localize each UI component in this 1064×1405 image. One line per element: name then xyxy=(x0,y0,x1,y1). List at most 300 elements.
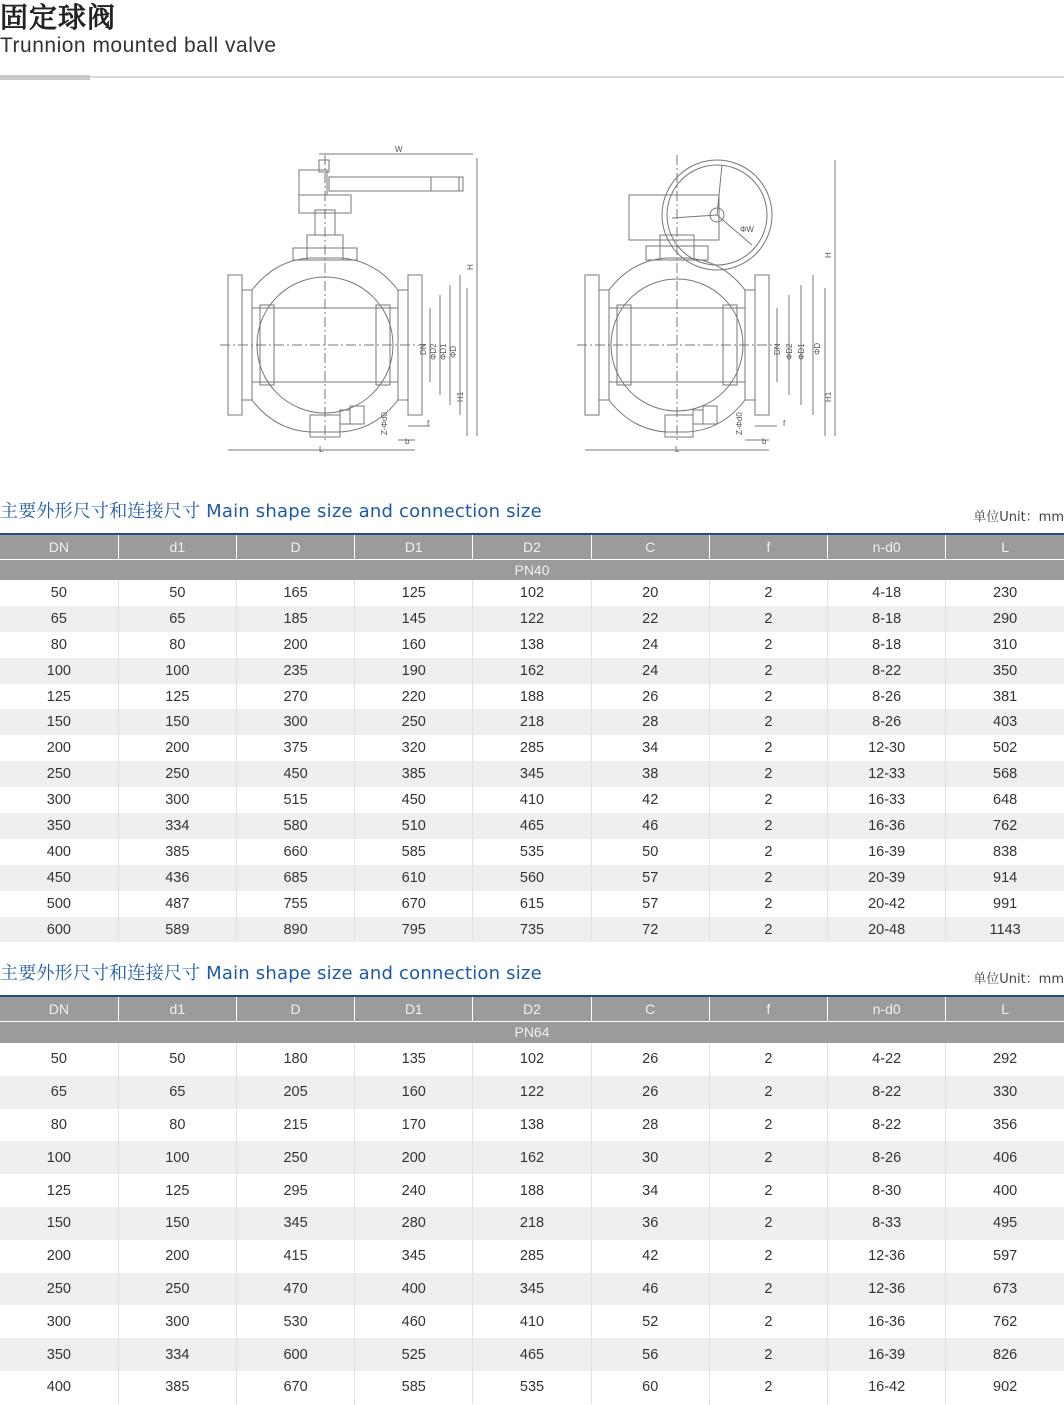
table-cell: 685 xyxy=(236,865,354,891)
dim-l-right: L xyxy=(675,445,680,454)
table-cell: 2 xyxy=(709,813,827,839)
table-cell: 250 xyxy=(355,709,473,735)
column-header: D2 xyxy=(473,997,591,1021)
table-cell: 914 xyxy=(946,865,1064,891)
dim-b-left: b xyxy=(405,437,410,446)
table-cell: 200 xyxy=(0,1240,118,1273)
table-row xyxy=(0,813,1064,839)
table-cell: 300 xyxy=(0,1305,118,1338)
table-cell: 215 xyxy=(236,1109,354,1142)
table-cell: 2 xyxy=(709,1371,827,1404)
table-cell: 2 xyxy=(709,1043,827,1076)
table-cell: 2 xyxy=(709,1076,827,1109)
table-row xyxy=(0,606,1064,632)
table-cell: 22 xyxy=(591,606,709,632)
column-header: D xyxy=(236,997,354,1021)
table-cell: 65 xyxy=(0,1076,118,1109)
table-cell: 610 xyxy=(355,865,473,891)
table-cell: 16-42 xyxy=(828,1371,946,1404)
table-cell: 470 xyxy=(236,1273,354,1306)
table-cell: 795 xyxy=(355,917,473,943)
table-cell: 460 xyxy=(355,1305,473,1338)
column-header: d1 xyxy=(118,535,236,559)
table-cell: 2 xyxy=(709,761,827,787)
table-row xyxy=(0,1371,1064,1404)
table-cell: 250 xyxy=(0,1273,118,1306)
table-cell: 465 xyxy=(473,1338,591,1371)
column-header: D1 xyxy=(355,535,473,559)
table-cell: 1143 xyxy=(946,917,1064,943)
column-header: n-d0 xyxy=(828,535,946,559)
column-header: DN xyxy=(0,535,118,559)
table-row xyxy=(0,658,1064,684)
table-cell: 8-30 xyxy=(828,1174,946,1207)
table-cell: 185 xyxy=(236,606,354,632)
table-cell: 125 xyxy=(0,684,118,710)
table-cell: 50 xyxy=(0,580,118,606)
table-cell: 350 xyxy=(946,658,1064,684)
table-row xyxy=(0,1305,1064,1338)
table-cell: 2 xyxy=(709,606,827,632)
column-header: DN xyxy=(0,997,118,1021)
table-cell: 28 xyxy=(591,709,709,735)
table-cell: 400 xyxy=(0,839,118,865)
table-cell: 60 xyxy=(591,1371,709,1404)
column-header: d1 xyxy=(118,997,236,1021)
table-cell: 170 xyxy=(355,1109,473,1142)
table-cell: 450 xyxy=(0,865,118,891)
table-cell: 200 xyxy=(118,735,236,761)
column-header: D2 xyxy=(473,535,591,559)
table-cell: 46 xyxy=(591,1273,709,1306)
spec-table-pn64 xyxy=(0,997,1064,1404)
table-cell: 150 xyxy=(0,709,118,735)
table-cell: 72 xyxy=(591,917,709,943)
table-cell: 2 xyxy=(709,1305,827,1338)
table-cell: 250 xyxy=(0,761,118,787)
table-cell: 16-36 xyxy=(828,1305,946,1338)
table-row xyxy=(0,684,1064,710)
table-header-row xyxy=(0,997,1064,1021)
table-cell: 510 xyxy=(355,813,473,839)
table-cell: 300 xyxy=(118,1305,236,1338)
column-header: f xyxy=(709,997,827,1021)
table-cell: 20-39 xyxy=(828,865,946,891)
table-cell: 615 xyxy=(473,891,591,917)
table-cell: 16-36 xyxy=(828,813,946,839)
table-cell: 80 xyxy=(0,632,118,658)
table-cell: 80 xyxy=(0,1109,118,1142)
dim-dn-left: DN xyxy=(419,343,428,355)
table-cell: 24 xyxy=(591,632,709,658)
table-cell: 135 xyxy=(355,1043,473,1076)
table-cell: 20 xyxy=(591,580,709,606)
table-row xyxy=(0,632,1064,658)
table-cell: 2 xyxy=(709,632,827,658)
table-cell: 200 xyxy=(118,1240,236,1273)
table-cell: 560 xyxy=(473,865,591,891)
table-row xyxy=(0,891,1064,917)
table-cell: 102 xyxy=(473,580,591,606)
table-cell: 2 xyxy=(709,735,827,761)
gear-valve-drawing xyxy=(577,155,835,450)
table-row xyxy=(0,1141,1064,1174)
table-cell: 240 xyxy=(355,1174,473,1207)
table-cell: 125 xyxy=(355,580,473,606)
table-cell: 125 xyxy=(0,1174,118,1207)
table-cell: 65 xyxy=(0,606,118,632)
table-cell: 26 xyxy=(591,684,709,710)
table-cell: 755 xyxy=(236,891,354,917)
table-cell: 16-33 xyxy=(828,787,946,813)
dim-w-right: ΦW xyxy=(740,225,754,234)
table-cell: 138 xyxy=(473,632,591,658)
table-cell: 2 xyxy=(709,658,827,684)
table-cell: 735 xyxy=(473,917,591,943)
table-cell: 12-33 xyxy=(828,761,946,787)
table-cell: 300 xyxy=(236,709,354,735)
table-cell: 600 xyxy=(236,1338,354,1371)
column-header: n-d0 xyxy=(828,997,946,1021)
table-cell: 300 xyxy=(118,787,236,813)
table-cell: 50 xyxy=(118,1043,236,1076)
table-cell: 385 xyxy=(118,1371,236,1404)
table-cell: 80 xyxy=(118,1109,236,1142)
table-cell: 762 xyxy=(946,813,1064,839)
table-cell: 100 xyxy=(0,1141,118,1174)
table-cell: 145 xyxy=(355,606,473,632)
table-cell: 28 xyxy=(591,1109,709,1142)
table-cell: 400 xyxy=(946,1174,1064,1207)
dim-h1-right: H1 xyxy=(824,391,833,402)
table-cell: 4-22 xyxy=(828,1043,946,1076)
table-cell: 585 xyxy=(355,839,473,865)
table-row xyxy=(0,839,1064,865)
table-cell: 356 xyxy=(946,1109,1064,1142)
dim-zd-left: Z-Φd0 xyxy=(380,412,389,435)
spec-table-pn40 xyxy=(0,535,1064,942)
table-row xyxy=(0,1109,1064,1142)
table-row xyxy=(0,1207,1064,1240)
table-cell: 250 xyxy=(118,1273,236,1306)
table-cell: 188 xyxy=(473,684,591,710)
table-cell: 12-30 xyxy=(828,735,946,761)
table-cell: 295 xyxy=(236,1174,354,1207)
table-cell: 330 xyxy=(946,1076,1064,1109)
table-cell: 500 xyxy=(0,891,118,917)
table-row xyxy=(0,1076,1064,1109)
table-cell: 285 xyxy=(473,735,591,761)
table-cell: 190 xyxy=(355,658,473,684)
dim-f-right: f xyxy=(783,419,786,428)
table-cell: 100 xyxy=(0,658,118,684)
table-cell: 250 xyxy=(118,761,236,787)
dim-d1-left: ΦD1 xyxy=(439,343,448,360)
table-cell: 2 xyxy=(709,1109,827,1142)
table-cell: 826 xyxy=(946,1338,1064,1371)
table-cell: 220 xyxy=(355,684,473,710)
table-cell: 50 xyxy=(118,580,236,606)
table-cell: 26 xyxy=(591,1043,709,1076)
table-cell: 2 xyxy=(709,1174,827,1207)
table-cell: 235 xyxy=(236,658,354,684)
table-row xyxy=(0,1240,1064,1273)
table-cell: 670 xyxy=(355,891,473,917)
table-cell: 2 xyxy=(709,1240,827,1273)
table-cell: 125 xyxy=(118,684,236,710)
table-row xyxy=(0,1174,1064,1207)
column-header: f xyxy=(709,535,827,559)
table-cell: 2 xyxy=(709,787,827,813)
table-cell: 218 xyxy=(473,1207,591,1240)
table-cell: 200 xyxy=(236,632,354,658)
unit-label-pn64: 单位Unit：mm xyxy=(973,972,1064,987)
table-cell: 102 xyxy=(473,1043,591,1076)
dim-d1-right: ΦD1 xyxy=(797,343,806,360)
table-cell: 991 xyxy=(946,891,1064,917)
table-cell: 2 xyxy=(709,684,827,710)
table-cell: 162 xyxy=(473,658,591,684)
table-cell: 205 xyxy=(236,1076,354,1109)
table-cell: 385 xyxy=(118,839,236,865)
table-cell: 200 xyxy=(0,735,118,761)
table-cell: 180 xyxy=(236,1043,354,1076)
table-cell: 568 xyxy=(946,761,1064,787)
column-header: D1 xyxy=(355,997,473,1021)
table-cell: 250 xyxy=(236,1141,354,1174)
column-header: C xyxy=(591,997,709,1021)
table-cell: 334 xyxy=(118,813,236,839)
table-cell: 415 xyxy=(236,1240,354,1273)
page-title-en: Trunnion mounted ball valve xyxy=(0,34,277,57)
table-cell: 292 xyxy=(946,1043,1064,1076)
table-cell: 162 xyxy=(473,1141,591,1174)
section-title-pn40: 主要外形尺寸和连接尺寸 Main shape size and connection size xyxy=(0,501,542,522)
table-cell: 385 xyxy=(355,761,473,787)
table-row xyxy=(0,1043,1064,1076)
table-cell: 150 xyxy=(118,1207,236,1240)
table-cell: 8-22 xyxy=(828,658,946,684)
table-cell: 403 xyxy=(946,709,1064,735)
column-header: L xyxy=(946,997,1064,1021)
dim-d2-right: ΦD2 xyxy=(785,343,794,360)
table-cell: 450 xyxy=(236,761,354,787)
table-cell: 218 xyxy=(473,709,591,735)
table-header-row xyxy=(0,535,1064,559)
table-cell: 465 xyxy=(473,813,591,839)
table-cell: 50 xyxy=(591,839,709,865)
table-cell: 670 xyxy=(236,1371,354,1404)
table-cell: 320 xyxy=(355,735,473,761)
table-cell: 270 xyxy=(236,684,354,710)
table-cell: 200 xyxy=(355,1141,473,1174)
pressure-class-label: PN40 xyxy=(0,559,1064,580)
table-cell: 2 xyxy=(709,709,827,735)
table-cell: 2 xyxy=(709,1141,827,1174)
table-cell: 56 xyxy=(591,1338,709,1371)
table-cell: 125 xyxy=(118,1174,236,1207)
table-cell: 525 xyxy=(355,1338,473,1371)
table-cell: 122 xyxy=(473,1076,591,1109)
table-cell: 46 xyxy=(591,813,709,839)
table-cell: 57 xyxy=(591,891,709,917)
table-cell: 2 xyxy=(709,1273,827,1306)
table-cell: 334 xyxy=(118,1338,236,1371)
table-cell: 495 xyxy=(946,1207,1064,1240)
table-cell: 65 xyxy=(118,1076,236,1109)
dim-w-left: W xyxy=(395,145,403,154)
table-cell: 406 xyxy=(946,1141,1064,1174)
table-cell: 8-22 xyxy=(828,1109,946,1142)
table-cell: 350 xyxy=(0,813,118,839)
table-cell: 52 xyxy=(591,1305,709,1338)
table-cell: 36 xyxy=(591,1207,709,1240)
table-row xyxy=(0,709,1064,735)
table-cell: 8-26 xyxy=(828,709,946,735)
dim-b-right: b xyxy=(762,437,767,446)
table-cell: 38 xyxy=(591,761,709,787)
table-cell: 122 xyxy=(473,606,591,632)
dim-h1-left: H1 xyxy=(456,391,465,402)
column-header: D xyxy=(236,535,354,559)
table-cell: 310 xyxy=(946,632,1064,658)
table-cell: 2 xyxy=(709,1207,827,1240)
table-cell: 57 xyxy=(591,865,709,891)
table-cell: 188 xyxy=(473,1174,591,1207)
section-title-pn64: 主要外形尺寸和连接尺寸 Main shape size and connection size xyxy=(0,963,542,984)
table-cell: 285 xyxy=(473,1240,591,1273)
table-cell: 150 xyxy=(0,1207,118,1240)
table-row xyxy=(0,787,1064,813)
table-cell: 580 xyxy=(236,813,354,839)
table-cell: 530 xyxy=(236,1305,354,1338)
table-cell: 100 xyxy=(118,1141,236,1174)
table-cell: 660 xyxy=(236,839,354,865)
table-cell: 2 xyxy=(709,865,827,891)
table-cell: 400 xyxy=(0,1371,118,1404)
table-cell: 600 xyxy=(0,917,118,943)
table-cell: 2 xyxy=(709,580,827,606)
table-cell: 400 xyxy=(355,1273,473,1306)
table-row xyxy=(0,865,1064,891)
table-cell: 165 xyxy=(236,580,354,606)
table-cell: 20-42 xyxy=(828,891,946,917)
table-cell: 280 xyxy=(355,1207,473,1240)
table-cell: 585 xyxy=(355,1371,473,1404)
dim-d-right: ΦD xyxy=(813,342,822,355)
table-cell: 648 xyxy=(946,787,1064,813)
dim-l-left: L xyxy=(319,445,324,454)
table-cell: 515 xyxy=(236,787,354,813)
unit-label-pn40: 单位Unit：mm xyxy=(973,510,1064,525)
table-cell: 535 xyxy=(473,839,591,865)
title-divider-accent xyxy=(0,75,90,80)
table-cell: 42 xyxy=(591,787,709,813)
title-divider xyxy=(0,76,1064,78)
table-cell: 350 xyxy=(0,1338,118,1371)
table-cell: 100 xyxy=(118,658,236,684)
table-cell: 2 xyxy=(709,917,827,943)
table-cell: 230 xyxy=(946,580,1064,606)
dim-d2-left: ΦD2 xyxy=(429,343,438,360)
table-cell: 487 xyxy=(118,891,236,917)
table-cell: 30 xyxy=(591,1141,709,1174)
table-cell: 150 xyxy=(118,709,236,735)
table-row xyxy=(0,761,1064,787)
table-row xyxy=(0,1273,1064,1306)
table-cell: 673 xyxy=(946,1273,1064,1306)
table-cell: 436 xyxy=(118,865,236,891)
valve-drawings xyxy=(215,140,855,460)
table-cell: 16-39 xyxy=(828,839,946,865)
column-header: C xyxy=(591,535,709,559)
table-cell: 12-36 xyxy=(828,1240,946,1273)
table-cell: 589 xyxy=(118,917,236,943)
table-cell: 20-48 xyxy=(828,917,946,943)
table-row xyxy=(0,580,1064,606)
column-header: L xyxy=(946,535,1064,559)
table-cell: 138 xyxy=(473,1109,591,1142)
table-cell: 345 xyxy=(473,761,591,787)
dim-h-right: H xyxy=(824,252,833,258)
table-cell: 375 xyxy=(236,735,354,761)
table-cell: 345 xyxy=(473,1273,591,1306)
table-cell: 16-39 xyxy=(828,1338,946,1371)
table-cell: 2 xyxy=(709,839,827,865)
table-cell: 42 xyxy=(591,1240,709,1273)
table-cell: 450 xyxy=(355,787,473,813)
dim-dn-right: DN xyxy=(773,343,782,355)
pressure-class-label: PN64 xyxy=(0,1021,1064,1043)
table-cell: 2 xyxy=(709,1338,827,1371)
table-cell: 410 xyxy=(473,787,591,813)
table-cell: 8-26 xyxy=(828,684,946,710)
dim-h-left: H xyxy=(466,264,475,270)
table-cell: 8-22 xyxy=(828,1076,946,1109)
table-cell: 50 xyxy=(0,1043,118,1076)
table-cell: 12-36 xyxy=(828,1273,946,1306)
table-cell: 80 xyxy=(118,632,236,658)
dim-f-left: f xyxy=(427,419,430,428)
table-row xyxy=(0,735,1064,761)
table-cell: 34 xyxy=(591,1174,709,1207)
table-cell: 535 xyxy=(473,1371,591,1404)
table-cell: 345 xyxy=(355,1240,473,1273)
table-cell: 410 xyxy=(473,1305,591,1338)
table-cell: 8-33 xyxy=(828,1207,946,1240)
lever-valve-drawing xyxy=(220,154,477,450)
dim-zd-right: Z-Φd0 xyxy=(735,412,744,435)
table-cell: 762 xyxy=(946,1305,1064,1338)
table-cell: 34 xyxy=(591,735,709,761)
table-cell: 502 xyxy=(946,735,1064,761)
table-cell: 24 xyxy=(591,658,709,684)
table-cell: 160 xyxy=(355,1076,473,1109)
table-cell: 8-18 xyxy=(828,606,946,632)
table-cell: 26 xyxy=(591,1076,709,1109)
table-cell: 902 xyxy=(946,1371,1064,1404)
table-cell: 160 xyxy=(355,632,473,658)
table-cell: 2 xyxy=(709,891,827,917)
table-cell: 838 xyxy=(946,839,1064,865)
table-row xyxy=(0,1338,1064,1371)
page-title-cn: 固定球阀 xyxy=(0,1,117,34)
table-cell: 65 xyxy=(118,606,236,632)
table-cell: 8-26 xyxy=(828,1141,946,1174)
table-cell: 381 xyxy=(946,684,1064,710)
table-cell: 597 xyxy=(946,1240,1064,1273)
table-cell: 300 xyxy=(0,787,118,813)
